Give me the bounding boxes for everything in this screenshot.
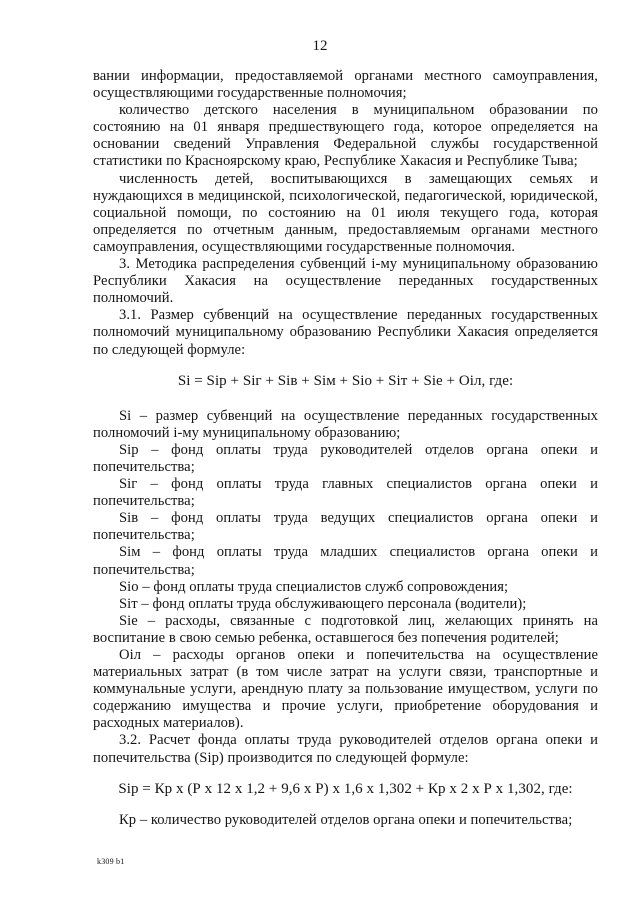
paragraph-section-3-2: 3.2. Расчет фонда оплаты труда руководителей отделов органа опеки и попечительства (Sip) производится по следующей формуле: — [93, 732, 598, 766]
paragraph-children-in-families: численность детей, воспитывающихся в замещающих семьях и нуждающихся в медицинской, психологической, педагогической, юридической, социальной помощи, по состоянию на 01 июля текущего года, которая определяется по отчетным данным, предоставляемым органами местного самоуправления, осуществляющими государственные полномочия. — [93, 170, 598, 255]
paragraph-child-population: количество детского населения в муниципальном образовании по состоянию на 01 января предшествующего года, которое определяется на основании сведений Управления Федеральной службы государственной статистики по Красноярскому краю, Республике Хакасия и Республике Тыва; — [93, 102, 598, 170]
paragraph-section-3-1: 3.1. Размер субвенций на осуществление переданных государственных полномочий муниципальному образованию Республики Хакасия определяется по следующей формуле: — [93, 307, 598, 358]
definition-oil: Оiл – расходы органов опеки и попечительства на осуществление материальных затрат (в том числе затрат на услуги связи, транспортные и коммунальные услуги, арендную плату за пользование имуществом, услуги по содержанию имущества и прочие услуги, приобретение оборудования и расходных материалов). — [93, 647, 598, 732]
definition-si: Si – размер субвенций на осуществление переданных государственных полномочий i-му муниципальному образованию; — [93, 407, 598, 441]
definition-siv: Siв – фонд оплаты труда ведущих специалистов органа опеки и попечительства; — [93, 510, 598, 544]
paragraph-section-3: 3. Методика распределения субвенций i-му муниципальному образованию Республики Хакасия на осуществление переданных государственных полномочий. — [93, 256, 598, 307]
definition-kr: Кр – количество руководителей отделов органа опеки и попечительства; — [119, 811, 573, 828]
definition-sio: Sio – фонд оплаты труда специалистов служб сопровождения; — [119, 578, 509, 595]
page-number: 12 — [312, 38, 328, 54]
document-body — [93, 68, 598, 829]
definition-sie: Siе – расходы, связанные с подготовкой лиц, желающих принять на воспитание в свою семью ребенка, оставшегося без попечения родителей; — [93, 612, 598, 646]
definition-sip: Sip – фонд оплаты труда руководителей отделов органа опеки и попечительства; — [93, 441, 598, 475]
definition-sim: Siм – фонд оплаты труда младших специалистов органа опеки и попечительства; — [93, 544, 598, 578]
formula-sip: Sip = Кр x (Р x 12 x 1,2 + 9,6 x Р) x 1,6 x 1,302 + Кр x 2 x Р x 1,302, где: — [118, 780, 573, 797]
definition-sit: Siт – фонд оплаты труда обслуживающего персонала (водители); — [119, 595, 527, 612]
formula-subvention-total: Si = Sip + Siг + Siв + Siм + Sio + Siт + Siе + Оiл, где: — [177, 372, 514, 389]
document-code: k309 b1 — [97, 857, 125, 866]
definition-sig: Siг – фонд оплаты труда главных специалистов органа опеки и попечительства; — [93, 476, 598, 510]
paragraph-continuation: вании информации, предоставляемой органами местного самоуправления, осуществляющими государственные полномочия; — [93, 68, 598, 102]
